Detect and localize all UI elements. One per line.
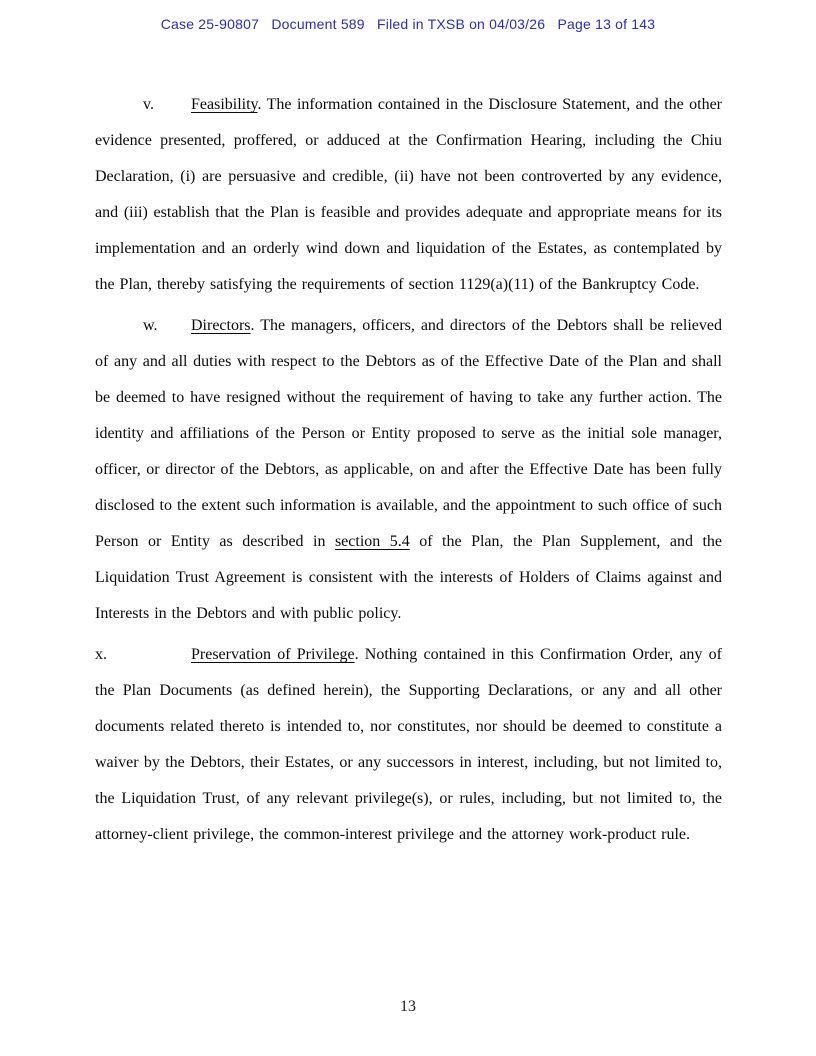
paragraph-label: v. xyxy=(143,96,154,113)
document-body xyxy=(95,87,722,858)
case-caption-header: Case 25-90807 Document 589 Filed in TXSB on 04/03/26 Page 13 of 143 xyxy=(160,16,656,32)
paragraph-v-feasibility xyxy=(95,87,722,303)
section-5-4-reference: section 5.4 xyxy=(334,533,410,550)
paragraph-heading: Preservation of Privilege xyxy=(191,646,355,663)
paragraph-heading: Directors xyxy=(191,317,251,334)
paragraph-text: . The information contained in the Disclosure Statement, and the other evidence presented, proffered, or adduced at the Confirmation Hearing, including the Chiu Declaration, (i) are persuasive and credible, (ii) have not been controverted by any evidence, and (iii) establish that the Plan is feasible and provides adequate and appropriate means for its implementation and an orderly wind down and liquidation of the Estates, as contemplated by the Plan, thereby satisfying the requirements of section 1129(a)(11) of the Bankruptcy Code. xyxy=(95,96,722,293)
paragraph-label: w. xyxy=(143,317,158,334)
paragraph-text: . Nothing contained in this Confirmation Order, any of the Plan Documents (as defined herein), the Supporting Declarations, or any and all other documents related thereto is intended to, nor constitutes, nor should be deemed to constitute a waiver by the Debtors, their Estates, or any successors in interest, including, but not limited to, the Liquidation Trust, of any relevant privilege(s), or rules, including, but not limited to, the attorney-client privilege, the common-interest privilege and the attorney work-product rule. xyxy=(95,646,723,843)
paragraph-w-directors xyxy=(95,308,722,632)
paragraph-text: of the Plan, the Plan Supplement, and the Liquidation Trust Agreement is consistent with the interests of Holders of Claims against and Interests in the Debtors and with public policy. xyxy=(95,533,722,622)
paragraph-x-preservation-of-privilege xyxy=(95,637,722,853)
paragraph-text: . The managers, officers, and directors of the Debtors shall be relieved of any and all duties with respect to the Debtors as of the Effective Date of the Plan and shall be deemed to have resigned without the requirement of having to take any further action. The identity and affiliations of the Person or Entity proposed to serve as the initial sole manager, officer, or director of the Debtors, as applicable, on and after the Effective Date has been fully disclosed to the extent such information is available, and the appointment to such office of such Person or Entity as described in xyxy=(95,317,722,550)
page-number: 13 xyxy=(400,998,416,1015)
paragraph-heading: Feasibility xyxy=(191,96,258,113)
paragraph-label: x. xyxy=(95,646,107,663)
